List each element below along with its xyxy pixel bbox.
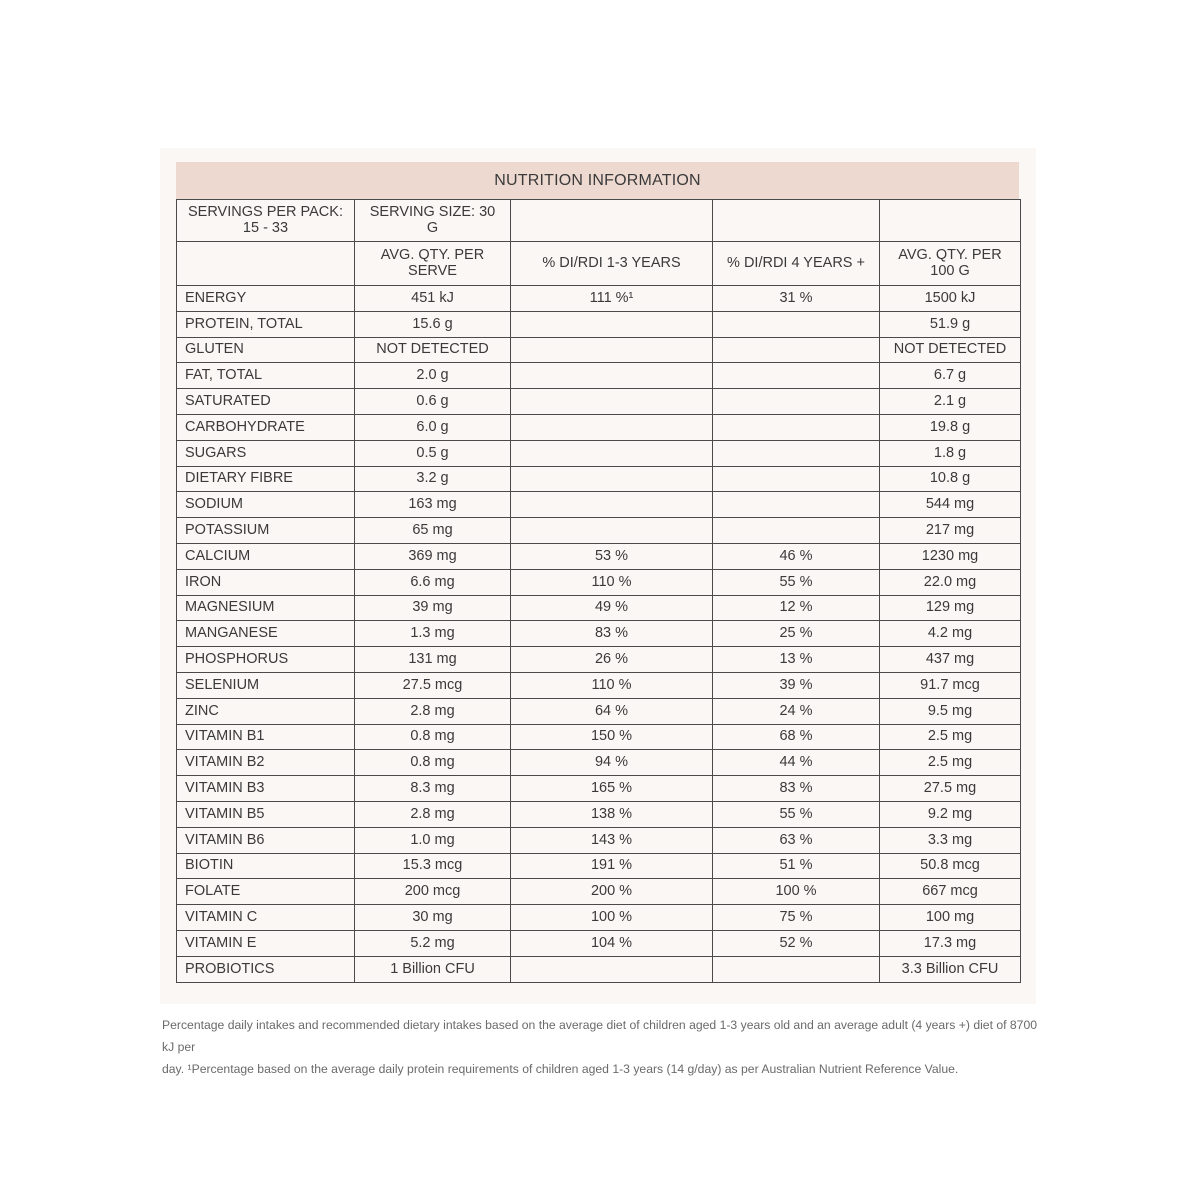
rdi-1-3-years-value: 150 % [511, 724, 713, 750]
table-row [177, 543, 1021, 569]
column-header-per-serve: AVG. QTY. PER SERVE [355, 242, 511, 286]
nutrient-name: VITAMIN B6 [177, 827, 355, 853]
rdi-4-years-plus-value: 75 % [713, 905, 880, 931]
table-row [177, 647, 1021, 673]
table-row [177, 286, 1021, 312]
per-serve-value: 0.6 g [355, 389, 511, 415]
per-serve-value: 2.8 mg [355, 801, 511, 827]
per-serve-value: 5.2 mg [355, 930, 511, 956]
rdi-4-years-plus-value: 83 % [713, 776, 880, 802]
nutrient-name: VITAMIN B1 [177, 724, 355, 750]
nutrient-name: VITAMIN B3 [177, 776, 355, 802]
rdi-4-years-plus-value: 25 % [713, 621, 880, 647]
per-100g-value: 100 mg [880, 905, 1021, 931]
per-serve-value: 15.6 g [355, 311, 511, 337]
table-row [177, 698, 1021, 724]
serving-size: SERVING SIZE: 30 G [355, 200, 511, 242]
rdi-1-3-years-value [511, 466, 713, 492]
table-row [177, 801, 1021, 827]
rdi-4-years-plus-value [713, 389, 880, 415]
per-100g-value: 129 mg [880, 595, 1021, 621]
per-serve-value: 0.8 mg [355, 750, 511, 776]
rdi-1-3-years-value [511, 311, 713, 337]
per-100g-value: 19.8 g [880, 414, 1021, 440]
serving-info-row [177, 200, 1021, 242]
rdi-4-years-plus-value: 44 % [713, 750, 880, 776]
per-100g-value: 9.5 mg [880, 698, 1021, 724]
per-100g-value: 10.8 g [880, 466, 1021, 492]
per-100g-value: 91.7 mcg [880, 672, 1021, 698]
rdi-4-years-plus-value [713, 518, 880, 544]
rdi-4-years-plus-value [713, 363, 880, 389]
table-row [177, 389, 1021, 415]
per-serve-value: 6.6 mg [355, 569, 511, 595]
rdi-4-years-plus-value: 31 % [713, 286, 880, 312]
per-serve-value: 30 mg [355, 905, 511, 931]
per-100g-value: 667 mcg [880, 879, 1021, 905]
nutrient-name: SELENIUM [177, 672, 355, 698]
rdi-1-3-years-value [511, 389, 713, 415]
per-serve-value: 1 Billion CFU [355, 956, 511, 982]
per-100g-value: 50.8 mcg [880, 853, 1021, 879]
empty-cell [511, 200, 713, 242]
rdi-4-years-plus-value: 24 % [713, 698, 880, 724]
nutrient-name: ENERGY [177, 286, 355, 312]
nutrient-name: PROTEIN, TOTAL [177, 311, 355, 337]
rdi-1-3-years-value [511, 363, 713, 389]
nutrient-name: SODIUM [177, 492, 355, 518]
rdi-4-years-plus-value: 55 % [713, 801, 880, 827]
table-row [177, 879, 1021, 905]
table-row [177, 492, 1021, 518]
nutrient-name: FOLATE [177, 879, 355, 905]
rdi-1-3-years-value: 49 % [511, 595, 713, 621]
rdi-4-years-plus-value [713, 414, 880, 440]
per-100g-value: 1230 mg [880, 543, 1021, 569]
rdi-1-3-years-value: 138 % [511, 801, 713, 827]
nutrient-name: VITAMIN C [177, 905, 355, 931]
rdi-1-3-years-value: 110 % [511, 672, 713, 698]
rdi-1-3-years-value [511, 492, 713, 518]
table-row [177, 621, 1021, 647]
per-serve-value: 0.5 g [355, 440, 511, 466]
per-serve-value: 3.2 g [355, 466, 511, 492]
rdi-4-years-plus-value [713, 440, 880, 466]
rdi-4-years-plus-value: 55 % [713, 569, 880, 595]
empty-cell [880, 200, 1021, 242]
rdi-1-3-years-value: 104 % [511, 930, 713, 956]
nutrient-name: PROBIOTICS [177, 956, 355, 982]
nutrient-name: GLUTEN [177, 337, 355, 363]
nutrient-name: BIOTIN [177, 853, 355, 879]
per-100g-value: 217 mg [880, 518, 1021, 544]
nutrient-name: POTASSIUM [177, 518, 355, 544]
rdi-1-3-years-value: 143 % [511, 827, 713, 853]
column-header-rdi-4-years-plus: % DI/RDI 4 YEARS + [713, 242, 880, 286]
rdi-1-3-years-value: 191 % [511, 853, 713, 879]
rdi-1-3-years-value [511, 956, 713, 982]
per-serve-value: 15.3 mcg [355, 853, 511, 879]
nutrient-name: SUGARS [177, 440, 355, 466]
column-header-rdi-1-3-years: % DI/RDI 1-3 YEARS [511, 242, 713, 286]
per-100g-value: NOT DETECTED [880, 337, 1021, 363]
per-serve-value: 27.5 mcg [355, 672, 511, 698]
rdi-4-years-plus-value: 39 % [713, 672, 880, 698]
column-header-per-100g: AVG. QTY. PER 100 G [880, 242, 1021, 286]
nutrient-name: CALCIUM [177, 543, 355, 569]
table-row [177, 905, 1021, 931]
table-row [177, 569, 1021, 595]
per-100g-value: 51.9 g [880, 311, 1021, 337]
rdi-1-3-years-value: 53 % [511, 543, 713, 569]
per-100g-value: 4.2 mg [880, 621, 1021, 647]
nutrient-name: VITAMIN B2 [177, 750, 355, 776]
rdi-1-3-years-value: 110 % [511, 569, 713, 595]
per-100g-value: 2.1 g [880, 389, 1021, 415]
column-header-row [177, 242, 1021, 286]
nutrient-name: FAT, TOTAL [177, 363, 355, 389]
column-header-nutrient [177, 242, 355, 286]
per-100g-value: 17.3 mg [880, 930, 1021, 956]
per-serve-value: 2.0 g [355, 363, 511, 389]
nutrition-title: NUTRITION INFORMATION [176, 162, 1019, 199]
rdi-4-years-plus-value [713, 337, 880, 363]
nutrient-name: CARBOHYDRATE [177, 414, 355, 440]
per-100g-value: 1.8 g [880, 440, 1021, 466]
per-serve-value: 6.0 g [355, 414, 511, 440]
table-row [177, 363, 1021, 389]
rdi-4-years-plus-value: 46 % [713, 543, 880, 569]
per-serve-value: NOT DETECTED [355, 337, 511, 363]
table-row [177, 466, 1021, 492]
per-serve-value: 131 mg [355, 647, 511, 673]
rdi-1-3-years-value [511, 337, 713, 363]
nutrient-name: MANGANESE [177, 621, 355, 647]
table-row [177, 440, 1021, 466]
nutrient-name: PHOSPHORUS [177, 647, 355, 673]
per-100g-value: 3.3 Billion CFU [880, 956, 1021, 982]
rdi-4-years-plus-value: 63 % [713, 827, 880, 853]
per-serve-value: 8.3 mg [355, 776, 511, 802]
footnote-line-1: Percentage daily intakes and recommended dietary intakes based on the average diet of children aged 1-3 years old and an average adult (4 years +) diet of 8700 kJ per [162, 1018, 1038, 1054]
nutrient-name: ZINC [177, 698, 355, 724]
footnote-line-2: day. ¹Percentage based on the average daily protein requirements of children aged 1-3 years (14 g/day) as per Australian Nutrient Reference Value. [162, 1062, 959, 1076]
per-100g-value: 22.0 mg [880, 569, 1021, 595]
rdi-1-3-years-value [511, 414, 713, 440]
nutrient-name: VITAMIN B5 [177, 801, 355, 827]
table-row [177, 595, 1021, 621]
rdi-1-3-years-value: 100 % [511, 905, 713, 931]
rdi-4-years-plus-value: 68 % [713, 724, 880, 750]
nutrient-name: IRON [177, 569, 355, 595]
rdi-4-years-plus-value: 51 % [713, 853, 880, 879]
rdi-4-years-plus-value: 100 % [713, 879, 880, 905]
table-row [177, 853, 1021, 879]
per-serve-value: 1.0 mg [355, 827, 511, 853]
rdi-1-3-years-value: 165 % [511, 776, 713, 802]
rdi-4-years-plus-value: 52 % [713, 930, 880, 956]
rdi-1-3-years-value [511, 440, 713, 466]
per-100g-value: 6.7 g [880, 363, 1021, 389]
per-100g-value: 1500 kJ [880, 286, 1021, 312]
nutrient-name: MAGNESIUM [177, 595, 355, 621]
table-row [177, 337, 1021, 363]
rdi-1-3-years-value: 94 % [511, 750, 713, 776]
rdi-1-3-years-value: 83 % [511, 621, 713, 647]
table-row [177, 750, 1021, 776]
table-row [177, 672, 1021, 698]
per-serve-value: 2.8 mg [355, 698, 511, 724]
rdi-1-3-years-value: 200 % [511, 879, 713, 905]
rdi-1-3-years-value: 26 % [511, 647, 713, 673]
per-serve-value: 200 mcg [355, 879, 511, 905]
per-100g-value: 437 mg [880, 647, 1021, 673]
table-row [177, 956, 1021, 982]
table-row [177, 414, 1021, 440]
nutrition-table [176, 199, 1021, 983]
per-serve-value: 0.8 mg [355, 724, 511, 750]
table-row [177, 827, 1021, 853]
table-row [177, 930, 1021, 956]
per-100g-value: 544 mg [880, 492, 1021, 518]
nutrient-name: SATURATED [177, 389, 355, 415]
per-100g-value: 2.5 mg [880, 750, 1021, 776]
table-row [177, 776, 1021, 802]
per-serve-value: 65 mg [355, 518, 511, 544]
rdi-4-years-plus-value [713, 492, 880, 518]
per-serve-value: 39 mg [355, 595, 511, 621]
per-100g-value: 2.5 mg [880, 724, 1021, 750]
per-serve-value: 369 mg [355, 543, 511, 569]
rdi-4-years-plus-value: 13 % [713, 647, 880, 673]
per-100g-value: 3.3 mg [880, 827, 1021, 853]
table-row [177, 311, 1021, 337]
nutrient-name: DIETARY FIBRE [177, 466, 355, 492]
rdi-1-3-years-value: 111 %¹ [511, 286, 713, 312]
rdi-1-3-years-value [511, 518, 713, 544]
per-100g-value: 9.2 mg [880, 801, 1021, 827]
table-row [177, 724, 1021, 750]
nutrient-name: VITAMIN E [177, 930, 355, 956]
empty-cell [713, 200, 880, 242]
rdi-4-years-plus-value: 12 % [713, 595, 880, 621]
per-serve-value: 1.3 mg [355, 621, 511, 647]
per-serve-value: 451 kJ [355, 286, 511, 312]
rdi-4-years-plus-value [713, 311, 880, 337]
table-row [177, 518, 1021, 544]
per-100g-value: 27.5 mg [880, 776, 1021, 802]
rdi-4-years-plus-value [713, 956, 880, 982]
footnote [162, 1014, 1040, 1080]
servings-per-pack: SERVINGS PER PACK: 15 - 33 [177, 200, 355, 242]
rdi-4-years-plus-value [713, 466, 880, 492]
rdi-1-3-years-value: 64 % [511, 698, 713, 724]
per-serve-value: 163 mg [355, 492, 511, 518]
